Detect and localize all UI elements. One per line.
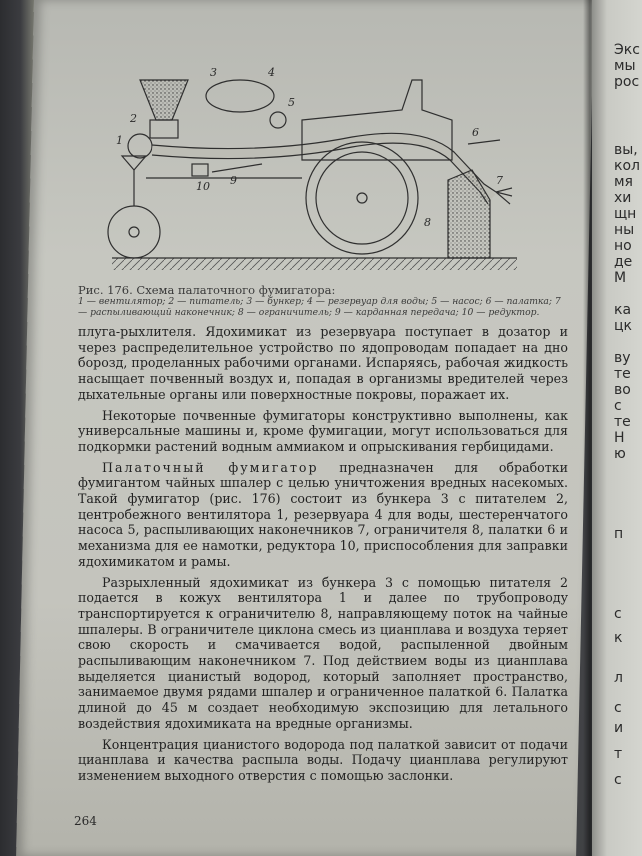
hopper-bunker [140,80,188,120]
next-page-fragment: с [614,398,622,414]
next-page-fragment: т [614,746,623,762]
page-number: 264 [74,814,97,828]
next-page-fragment: к [614,630,623,646]
label-6: 6 [472,126,479,139]
big-wheel-hub [357,193,367,203]
next-page-fragment: ю [614,446,626,462]
next-page-fragment: но [614,238,632,254]
next-page-fragment: ны [614,222,635,238]
next-page-fragment: Н [614,430,625,446]
next-page-fragment: вы, [614,142,638,158]
label-5: 5 [288,96,295,109]
front-wheel-hub [129,227,139,237]
figure-caption [78,284,563,318]
big-wheel-inner [316,152,408,244]
next-page-fragment: с [614,700,622,716]
label-4: 4 [268,66,275,79]
caption-legend: 1 — вентилятор; 2 — питатель; 3 — бункер; 4 — резервуар для воды; 5 — насос; 6 — палатка; 7 — распыливающий наконечник; 8 — ограничитель; 9 — карданная передача; 10 — редуктор. [78,296,561,318]
big-wheel [306,142,418,254]
next-page-fragment: хи [614,190,632,206]
next-page-fragment: мы [614,58,636,74]
next-page-fragment: де [614,254,633,270]
feeder-box [150,120,178,138]
front-wheel [108,206,160,258]
cardan-shaft [212,164,262,172]
label-2: 2 [130,112,137,125]
next-page-fragment: и [614,720,624,736]
next-page-fragment: с [614,772,622,788]
tent-line [468,140,500,144]
reducer [192,164,208,176]
pump [270,112,286,128]
next-page-fragment: щн [614,206,637,222]
next-page-fragment: п [614,526,624,542]
paragraph-4: Разрыхленный ядохимикат из бункера 3 с помощью питателя 2 подается в кожух вентилятора 1 и далее по трубопроводу транспортируется к ограничителю 8, направляющему поток на чайные шпалеры. В ограничителе циклона смесь из цианплава и воздуха теряет свою скорость и смачивается водой, распыленной двойным распыливающим наконечником 7. Под действием воды из цианплава выделяется цианистый водород, который заполняет пространство, занимаемое двумя рядами шпалер и ограниченное палаткой 6. Палатка длиной до 45 м создает необходимую экспозицию для летального воздействия ядохимиката на вредные организмы. [78,574,568,731]
paragraph-5: Концентрация цианистого водорода под палаткой зависит от подачи цианплава и качества распыла воды. Подачу цианплава регулируют изменением выходного отверстия с помощью заслонки. [78,736,568,783]
label-10: 10 [196,180,210,193]
body-text [78,324,568,784]
spray-nozzle [496,188,512,204]
paragraph-2: Некоторые почвенные фумигаторы конструктивно выполнены, как универсальные машины и, кроме фумигации, могут использоваться для подкормки растений водным аммиаком и опрыскивания гербицидами. [78,407,568,454]
next-page-fragment: ка [614,302,632,318]
label-3: 3 [210,66,217,79]
next-page-fragment: те [614,414,631,430]
water-tank [206,80,274,112]
paragraph-3-lead: Палаточный фумигатор [102,459,319,475]
caption-title: Рис. 176. Схема палаточного фумигатора: [78,283,336,297]
next-page-fragment: во [614,382,631,398]
next-page-fragment: Экс [614,42,640,58]
fumigator-diagram [92,60,532,286]
next-page-fragment: с [614,606,622,622]
next-page-fragment: мя [614,174,633,190]
paragraph-3 [78,460,568,570]
ground-hatching [112,258,517,270]
label-1: 1 [116,134,123,147]
next-page-fragment: л [614,670,623,686]
next-page-fragment: М [614,270,627,286]
label-9: 9 [230,174,237,187]
label-8: 8 [424,216,431,229]
next-page-fragment: кол [614,158,640,174]
next-page-fragment: цк [614,318,632,334]
paragraph-1: плуга-рыхлителя. Ядохимикат из резервуара поступает в дозатор и через распределительное устройство по ядопроводам попадает на дно борозд, проделанных рабочими органами. Испаряясь, рабочая жидкость насыщает почвенный воздух и, попадая в организмы вредителей через дыхательные органы или поверхностные покровы, поражает их. [78,324,568,402]
fan-housing [128,134,152,158]
next-page-fragment: ву [614,350,631,366]
next-page-fragment: те [614,366,631,382]
next-page-fragment: рос [614,74,640,90]
label-7: 7 [496,174,503,187]
paragraph-3-rest: предназначен для обработки фумигантом чайных шпалер с целью уничтожения вредных насекомых. Такой фумигатор (рис. 176) состоит из бункера 3 с питателем 2, центробежного вентилятора 1, резервуара 4 для воды, шестеренчатого насоса 5, распыливающих наконечников 7, ограничителя 8, палатки 6 и механизма для ее намотки, редуктора 10, приспособления для заправки ядохимикатом и рамы. [78,459,568,569]
